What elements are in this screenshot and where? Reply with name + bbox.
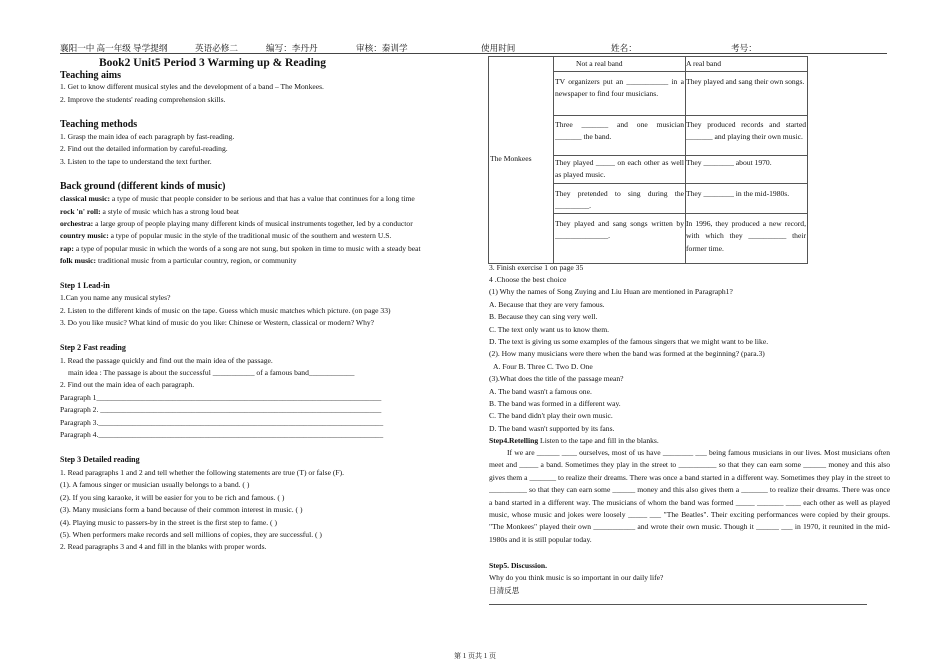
step3-statement: (2). If you sing karaoke, it will be easier for you to be rich and famous. ( ) xyxy=(60,493,285,502)
table-row-label: The Monkees xyxy=(490,154,532,163)
step5-question: Why do you think music is so important in our daily life? xyxy=(489,573,664,582)
header-subject: 英语必修二 xyxy=(195,43,238,53)
step3-statement: (1). A famous singer or musician usually belongs to a band. ( ) xyxy=(60,480,250,489)
background-item: country music: a type of popular music in the style of the traditional music of the southern and western U.S. xyxy=(60,231,392,240)
step2-item: 1. Read the passage quickly and find out the main idea of the passage. xyxy=(60,356,273,365)
step5-heading: Step5. Discussion. xyxy=(489,561,548,570)
aims-item: 1. Get to know different musical styles and the development of a band – The Monkees. xyxy=(60,82,324,91)
step3-item: 1. Read paragraphs 1 and 2 and tell whether the following statements are true (T) or false (F). xyxy=(60,468,345,477)
step3-heading: Step 3 Detailed reading xyxy=(60,455,140,464)
table-header-real: A real band xyxy=(686,59,722,68)
step2-heading: Step 2 Fast reading xyxy=(60,343,126,352)
reflection-label: 日清反思 xyxy=(489,586,520,595)
background-item: rap: a type of popular music in which the words of a song are not sung, but spoken in time to music with a steady beat xyxy=(60,244,421,253)
question-1: (1) Why the names of Song Zuying and Liu Huan are mentioned in Paragraph1? xyxy=(489,287,733,296)
choice[interactable]: A. Four B. Three C. Two D. One xyxy=(493,362,593,371)
table-cell: Three _______ and one musician _______ the band. xyxy=(555,120,684,142)
paragraph-blank[interactable]: Paragraph 3.___________________________________________________________________________ xyxy=(60,418,384,427)
choice[interactable]: B. Because they can sing very well. xyxy=(489,312,598,321)
choice[interactable]: D. The band wasn't supported by its fans. xyxy=(489,424,615,433)
table-header-not-real: Not a real band xyxy=(576,59,623,68)
background-heading: Back ground (different kinds of music) xyxy=(60,181,226,192)
choice[interactable]: A. Because that they are very famous. xyxy=(489,300,605,309)
choice[interactable]: B. The band was formed in a different way. xyxy=(489,399,621,408)
methods-heading: Teaching methods xyxy=(60,119,138,130)
table-cell: TV organizers put an ___________ in a newspaper to find four musicians. xyxy=(555,77,684,99)
aims-item: 2. Improve the students' reading comprehension skills. xyxy=(60,95,226,104)
header-use-time: 使用时间 xyxy=(481,43,516,53)
step4-line: Step4.Retelling Listen to the tape and fill in the blanks. xyxy=(489,436,659,445)
step1-item: 3. Do you like music? What kind of music do you like: Chinese or Western, classical or modern? Why? xyxy=(60,318,375,327)
table-cell: In 1996, they produced a new record, with which they __________ their former time. xyxy=(686,219,806,253)
table-cell: They ________ about 1970. xyxy=(686,158,772,167)
choice[interactable]: C. The band didn't play their own music. xyxy=(489,411,613,420)
paragraph-blank[interactable]: Paragraph 4.___________________________________________________________________________ xyxy=(60,430,384,439)
header-reviewer: 审核：秦训学 xyxy=(356,43,408,53)
paragraph-blank[interactable]: Paragraph 1___________________________________________________________________________ xyxy=(60,393,382,402)
monkees-table xyxy=(488,56,808,264)
question-3: (3).What does the title of the passage mean? xyxy=(489,374,624,383)
header-name: 姓名： xyxy=(611,43,637,53)
methods-item: 2. Find out the detailed information by careful-reading. xyxy=(60,144,228,153)
step2-item: 2. Find out the main idea of each paragraph. xyxy=(60,380,195,389)
methods-item: 1. Grasp the main idea of each paragraph by fast-reading. xyxy=(60,132,235,141)
choice[interactable]: C. The text only want us to know them. xyxy=(489,325,610,334)
table-cell: They produced records and started _______ and playing their own music. xyxy=(686,120,806,142)
exercise-4: 4 .Choose the best choice xyxy=(489,275,567,284)
background-item: orchestra: a large group of people playing many different kinds of musical instruments together, led by a conductor xyxy=(60,219,413,228)
step3-statement: (4). Playing music to passers-by in the street is the first step to fame. ( ) xyxy=(60,518,278,527)
question-2: (2). How many musicians were there when the band was formed at the beginning? (para.3) xyxy=(489,349,765,358)
header-rule xyxy=(60,53,887,54)
exercise-3: 3. Finish exercise 1 on page 35 xyxy=(489,263,584,272)
retelling-passage[interactable]: If we are ______ ____ ourselves, most of us have ________ ___ being famous musicians in our lives. Most musicians often meet and _____ a band. Sometimes they play in the street to __________ so that they can earn some ______ money and this also gives them a _______ to realize their dreams. There was once a band started in a different way. Sometimes they play in the street to __________ so that they can earn some ______ money and this also gives them a _______ to realize their dreams. There was once a band started in a different way. The musicians of whom the band was formed _____ _______ ____ each other as well as played music, whose music and jokes were loosely _____ ___ "The Beatles". Their exciting performances were copied by their groups. "The Monkees" played their own ___________ and wrote their own music. Though it ______ ___ in 1970, it reunited in the mid-1980s and it is still popular today. xyxy=(489,448,890,544)
paragraph-blank[interactable]: Paragraph 2. __________________________________________________________________________ xyxy=(60,405,382,414)
step1-item: 2. Listen to the different kinds of music on the tape. Guess which music matches which picture. (on page 33) xyxy=(60,306,391,315)
page-title: Book2 Unit5 Period 3 Warming up & Reading xyxy=(99,57,326,69)
table-cell: They played and sang their own songs. xyxy=(686,77,805,86)
header-exam-no: 考号： xyxy=(731,43,757,53)
page-footer: 第 1 页共 1 页 xyxy=(454,652,496,660)
step1-item: 1.Can you name any musical styles? xyxy=(60,293,171,302)
choice[interactable]: D. The text is giving us some examples of the famous singers that we might want to be like. xyxy=(489,337,769,346)
step3-statement: (3). Many musicians form a band because of their common interest in music. ( ) xyxy=(60,505,303,514)
choice[interactable]: A. The band wasn't a famous one. xyxy=(489,387,592,396)
aims-heading: Teaching aims xyxy=(60,70,122,81)
table-cell: They pretended to sing during the _________. xyxy=(555,189,684,211)
step1-heading: Step 1 Lead-in xyxy=(60,281,110,290)
background-item: classical music: a type of music that people consider to be serious and that has a value that continues for a long time xyxy=(60,194,415,203)
header-school: 襄阳一中 高一年级 导学提纲 xyxy=(60,43,168,53)
table-cell: They played _____ on each other as well as played music. xyxy=(555,158,684,180)
background-item: folk music: traditional music from a particular country, region, or community xyxy=(60,256,297,265)
step2-main-idea: main idea : The passage is about the successful ___________ of a famous band____________ xyxy=(68,368,355,377)
methods-item: 3. Listen to the tape to understand the text further. xyxy=(60,157,212,166)
background-item: rock 'n' roll: a style of music which has a strong loud beat xyxy=(60,207,240,216)
step3-item: 2. Read paragraphs 3 and 4 and fill in the blanks with proper words. xyxy=(60,542,267,551)
table-cell: They ________ in the mid-1980s. xyxy=(686,189,790,198)
step3-statement: (5). When performers make records and sell millions of copies, they are successful. ( ) xyxy=(60,530,322,539)
table-cell: They played and sang songs written by ______________. xyxy=(555,219,684,241)
header-author: 编写：李丹丹 xyxy=(266,43,318,53)
reflection-line[interactable] xyxy=(489,604,867,605)
